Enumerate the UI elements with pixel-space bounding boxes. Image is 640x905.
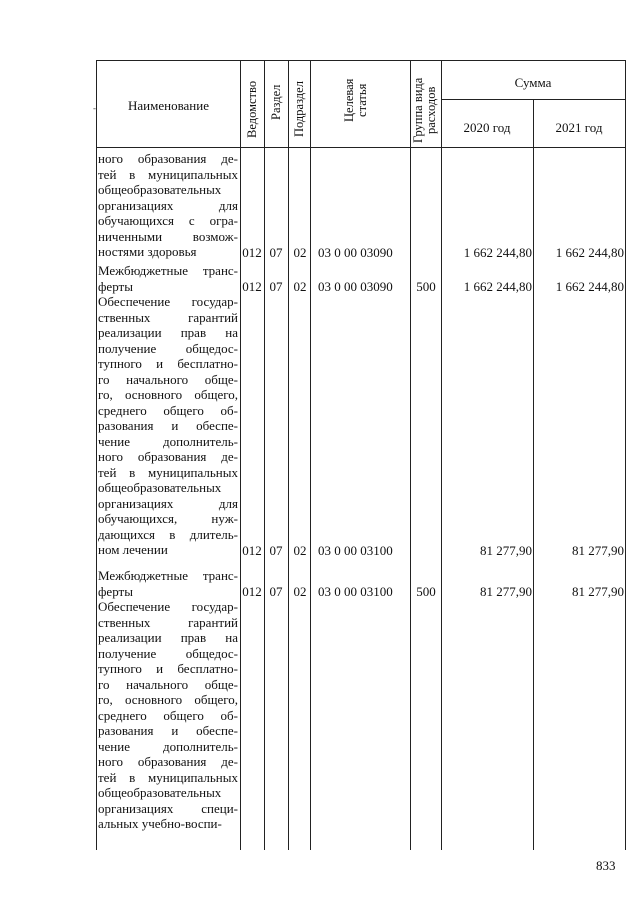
col-border-vr <box>410 60 411 850</box>
header-podrazdel: Подраздел <box>292 81 306 137</box>
name-line: среднего общего об- <box>98 402 238 418</box>
name-line: ностями здоровья <box>98 244 197 259</box>
cell-sum-2021: 81 277,90 <box>572 542 624 558</box>
name-line: альных учебно-воспи- <box>98 816 222 831</box>
name-line: го, основного общего, <box>98 387 238 402</box>
cell-celevaya-statya: 03 0 00 03100 <box>318 584 393 599</box>
cell-podrazdel: 02 <box>293 244 307 260</box>
cell-sum-2021: 1 662 244,80 <box>555 279 624 294</box>
cell-sum-2020: 81 277,90 <box>480 584 532 599</box>
header-summa: Сумма <box>514 75 552 90</box>
name-line: ферты <box>98 278 133 294</box>
header-celevaya-line1: Целевая <box>342 78 356 122</box>
name-line: получение общедос- <box>98 645 238 661</box>
name-line: ственных гарантий <box>98 614 238 630</box>
name-line: разования и обеспе- <box>98 418 238 433</box>
cell-razdel: 07 <box>269 584 283 599</box>
name-line: тей в муниципальных <box>98 166 238 182</box>
name-line: го начального обще- <box>98 371 238 387</box>
col-border-ved <box>240 60 241 850</box>
header-bottom-border <box>96 147 625 148</box>
name-line: ного образования де- <box>98 449 238 464</box>
header-gruppa-line2: расходов <box>424 86 438 135</box>
cell-celevaya-statya: 03 0 00 03100 <box>318 542 393 558</box>
name-line: общеобразовательных <box>98 480 222 495</box>
cell-razdel: 07 <box>269 542 283 558</box>
name-line: организациях специ- <box>98 800 238 816</box>
cell-podrazdel: 02 <box>293 279 307 294</box>
table-top-border <box>96 60 625 61</box>
name-line: реализации прав на <box>98 630 238 645</box>
cell-sum-2020: 1 662 244,80 <box>463 244 532 260</box>
name-line: обучающихся с огра- <box>98 213 238 228</box>
name-line: обучающихся, нуж- <box>98 511 238 526</box>
name-line: Обеспечение государ- <box>98 599 238 614</box>
name-line: ферты <box>98 583 133 599</box>
cell-vedomstvo: 012 <box>242 542 262 558</box>
cell-sum-2021: 81 277,90 <box>572 584 624 599</box>
cell-podrazdel: 02 <box>293 584 307 599</box>
col-border-podr <box>288 60 289 850</box>
name-line: среднего общего об- <box>98 707 238 723</box>
margin-mark: - <box>93 103 96 113</box>
cell-sum-2020: 1 662 244,80 <box>463 279 532 294</box>
name-line: го начального обще- <box>98 676 238 692</box>
name-line: общеобразовательных <box>98 182 222 197</box>
name-line: го, основного общего, <box>98 692 238 707</box>
header-2021: 2021 год <box>555 120 603 135</box>
cell-vedomstvo: 012 <box>242 279 262 294</box>
header-celevaya <box>343 79 369 122</box>
name-line: тей в муниципальных <box>98 769 238 785</box>
name-line: организациях для <box>98 495 238 511</box>
cell-celevaya-statya: 03 0 00 03090 <box>318 244 393 260</box>
col-border-left <box>96 60 97 850</box>
cell-celevaya-statya: 03 0 00 03090 <box>318 279 393 294</box>
name-line: получение общедос- <box>98 340 238 356</box>
name-line: реализации прав на <box>98 325 238 340</box>
cell-podrazdel: 02 <box>293 542 307 558</box>
page-number: 833 <box>596 858 616 873</box>
header-gruppa <box>412 78 438 143</box>
name-line: тупного и бесплатно- <box>98 356 238 371</box>
cell-sum-2020: 81 277,90 <box>480 542 532 558</box>
name-line: Обеспечение государ- <box>98 294 238 309</box>
table-row-name <box>98 568 238 599</box>
col-border-s2021 <box>533 99 534 850</box>
col-border-cs <box>310 60 311 850</box>
cell-razdel: 07 <box>269 244 283 260</box>
name-line: ниченными возмож- <box>98 228 238 244</box>
name-line: тей в муниципальных <box>98 464 238 480</box>
name-line: ного образования де- <box>98 754 238 769</box>
name-line: ного образования де- <box>98 151 238 166</box>
table-row-name <box>98 599 238 832</box>
header-name: Наименование <box>128 98 209 113</box>
col-border-right <box>625 60 626 850</box>
cell-vedomstvo: 012 <box>242 244 262 260</box>
col-border-razd <box>264 60 265 850</box>
header-gruppa-line1: Группа вида <box>411 77 425 143</box>
header-2020: 2020 год <box>463 120 511 135</box>
name-line: чение дополнитель- <box>98 738 238 754</box>
header-vedomstvo: Ведомство <box>245 80 259 138</box>
name-line: организациях для <box>98 197 238 213</box>
cell-sum-2021: 1 662 244,80 <box>555 244 624 260</box>
name-line: разования и обеспе- <box>98 723 238 738</box>
name-line: тупного и бесплатно- <box>98 661 238 676</box>
name-line: Межбюджетные транс- <box>98 568 238 583</box>
name-line: общеобразовательных <box>98 785 222 800</box>
name-line: Межбюджетные транс- <box>98 263 238 278</box>
header-celevaya-line2: статья <box>355 83 369 117</box>
header-razdel: Раздел <box>269 84 283 120</box>
table-row-name <box>98 263 238 294</box>
name-line: дающихся в длитель- <box>98 526 238 542</box>
cell-razdel: 07 <box>269 279 283 294</box>
name-line: ном лечении <box>98 542 168 557</box>
col-border-s2020 <box>441 60 442 850</box>
name-line: чение дополнитель- <box>98 433 238 449</box>
cell-gruppa-vida: 500 <box>416 279 436 294</box>
table-row-name <box>98 294 238 558</box>
cell-vedomstvo: 012 <box>242 584 262 599</box>
name-line: ственных гарантий <box>98 309 238 325</box>
table-row-name <box>98 151 238 260</box>
cell-gruppa-vida: 500 <box>416 584 436 599</box>
